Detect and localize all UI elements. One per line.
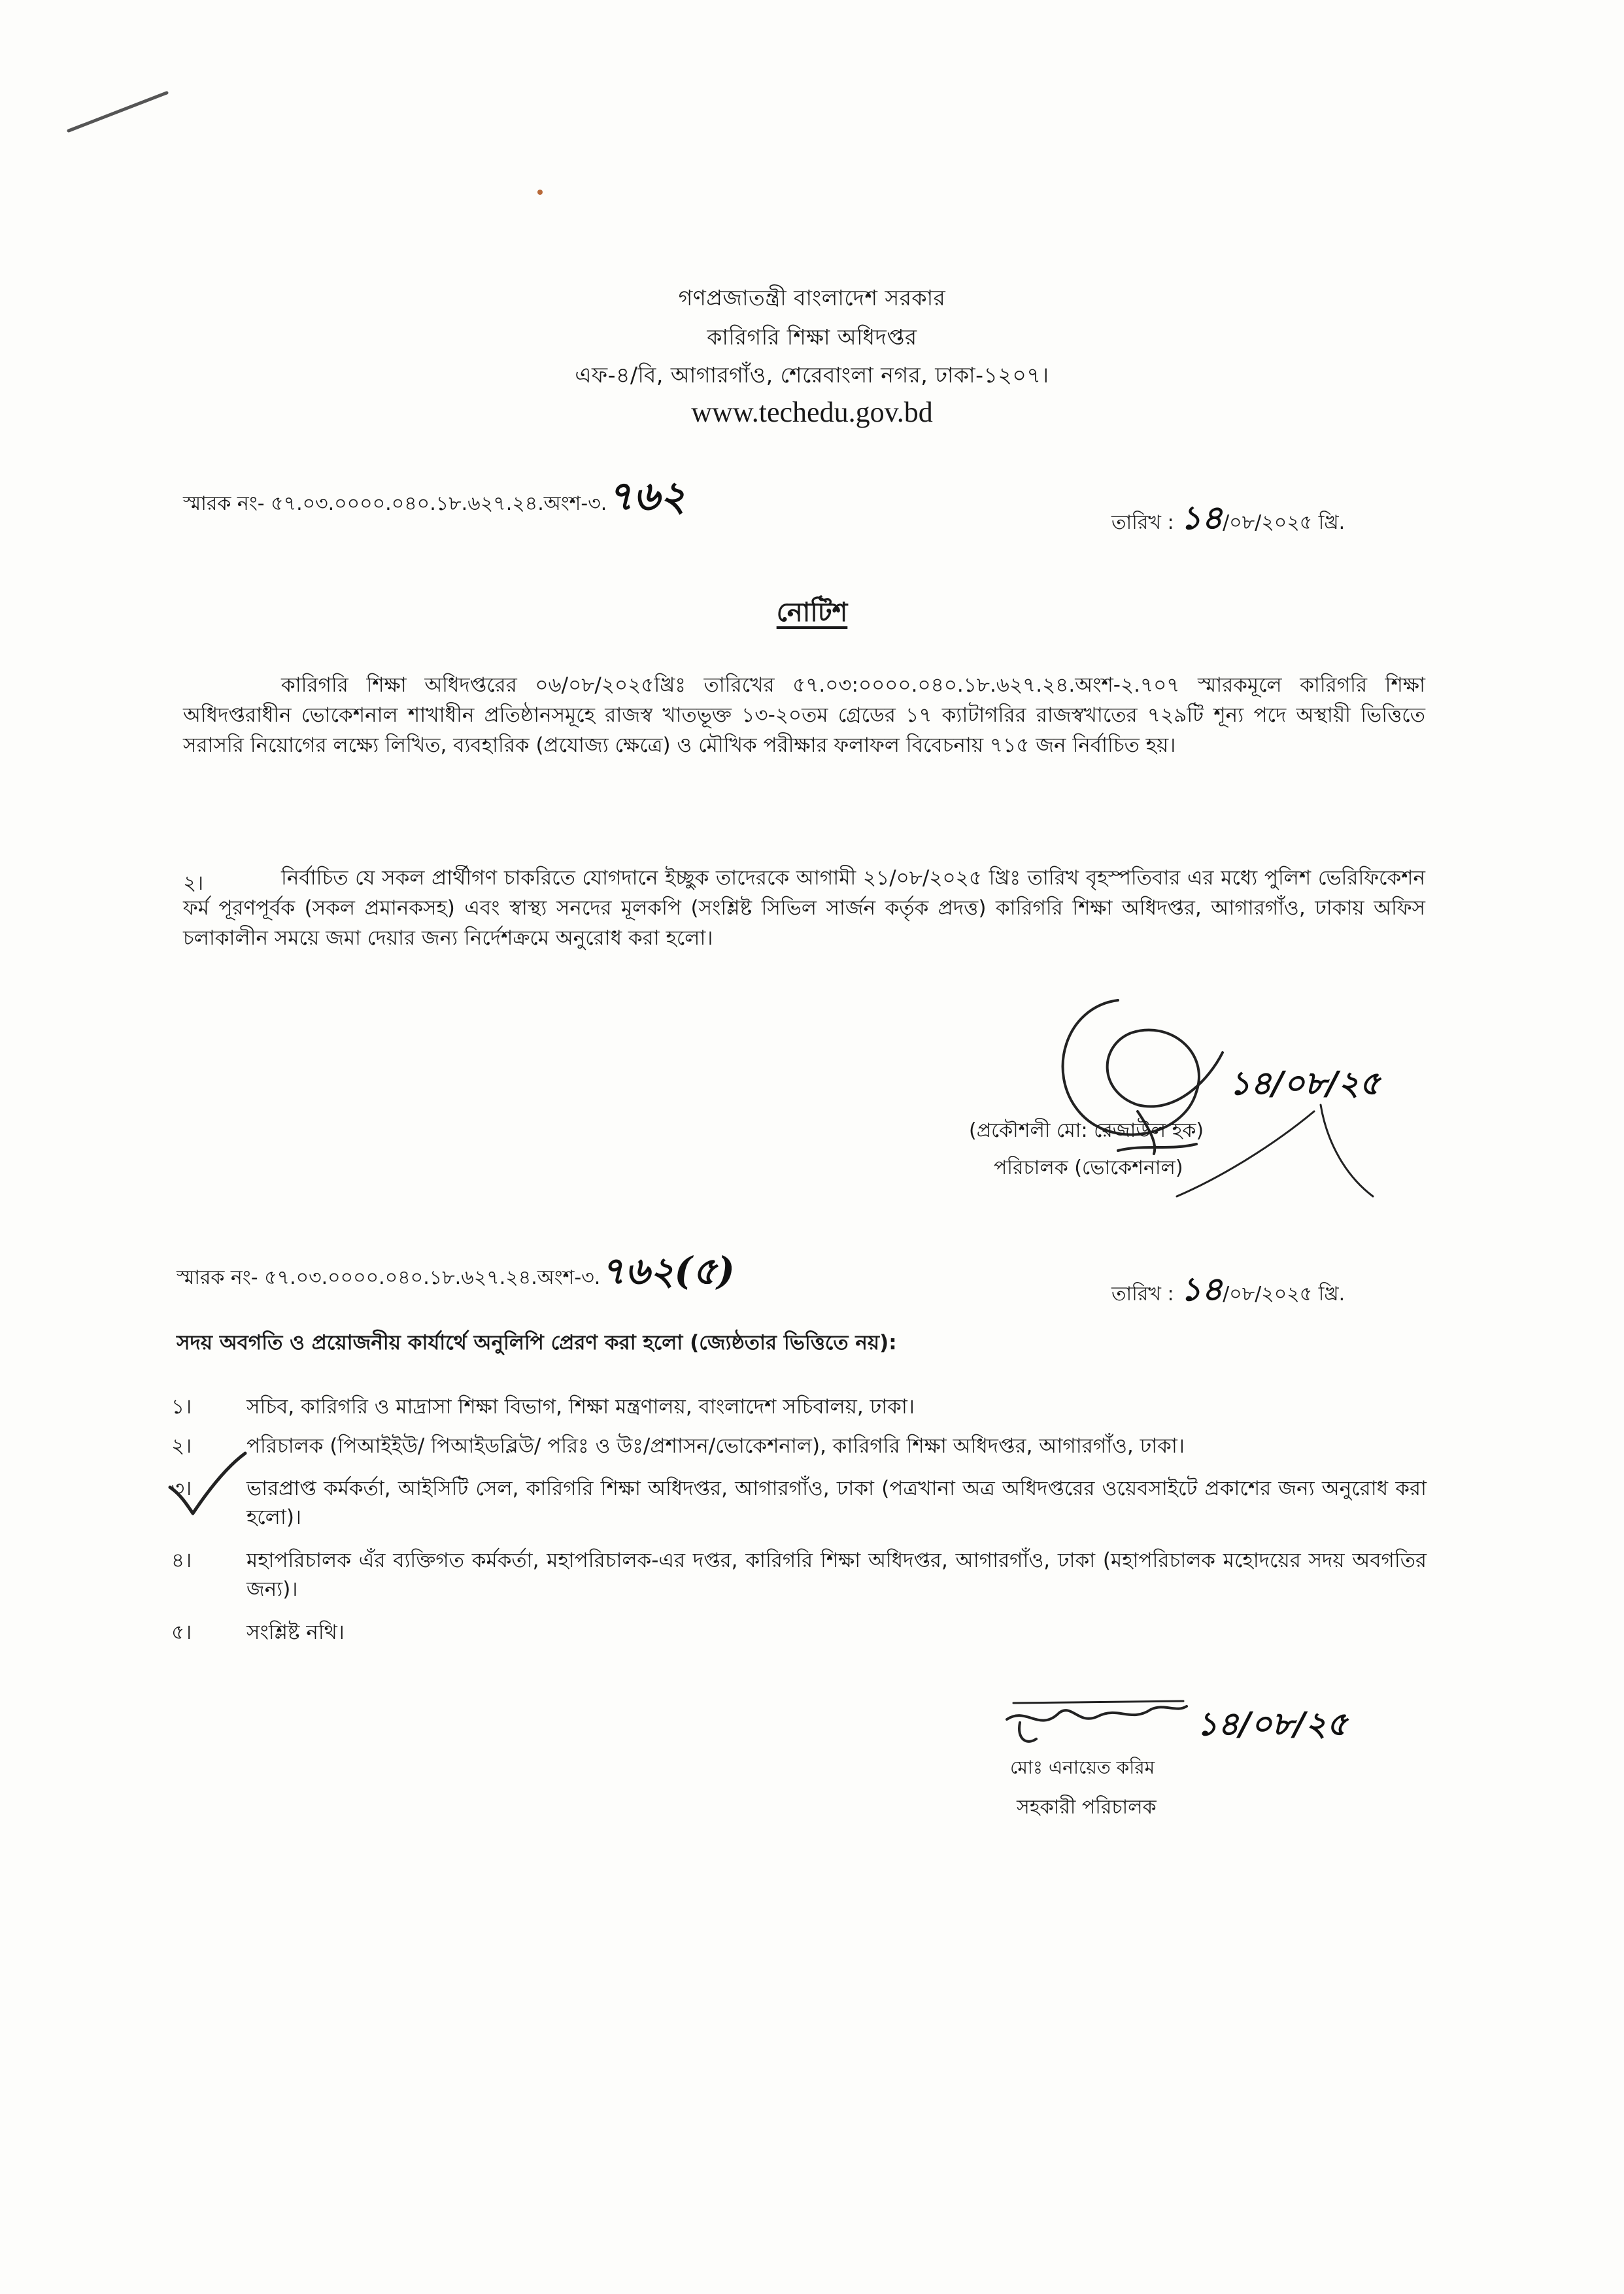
office-address: এফ-৪/বি, আগারগাঁও, শেরেবাংলা নগর, ঢাকা-১২০৭। (575, 362, 1049, 388)
notice-title: নোটিশ (776, 598, 848, 628)
date-handwritten-day: ১৪ (1180, 1270, 1223, 1308)
list-item (171, 1618, 1427, 1647)
memo-label: স্মারক নং- ৫৭.০৩.০০০০.০৪০.১৮.৬২৭.২৪.অংশ-৩. (183, 492, 607, 515)
list-item (171, 1474, 1427, 1532)
list-number: ৩। (171, 1477, 192, 1500)
government-name: গণপ্রজাতন্ত্রী বাংলাদেশ সরকার (678, 285, 946, 311)
list-number: ২। (171, 1434, 192, 1458)
list-item (171, 1546, 1427, 1604)
pen-mark (62, 85, 173, 137)
list-text: সচিব, কারিগরি ও মাদ্রাসা শিক্ষা বিভাগ, শিক্ষা মন্ত্রণালয়, বাংলাদেশ সচিবালয়, ঢাকা। (246, 1395, 915, 1419)
ink-dot (537, 190, 543, 195)
memo-handwritten-number: ৭৬২(৫) (600, 1249, 735, 1293)
list-text: সংশ্লিষ্ট নথি। (246, 1621, 345, 1644)
list-number: ৪। (171, 1549, 192, 1572)
signatory-1-name: (প্রকৌশলী মো: রেজাউল হক) (969, 1119, 1204, 1142)
memo-number-2 (177, 1242, 735, 1306)
paragraph-2-number: ২। (183, 871, 204, 895)
distribution-heading: সদয় অবগতি ও প্রয়োজনীয় কার্যার্থে অনুলিপি প্রেরণ করা হলো (জ্যেষ্ঠতার ভিত্তিতে নয়): (177, 1331, 897, 1355)
date-label: তারিখ : (1111, 1283, 1181, 1306)
signatory-1-designation: পরিচালক (ভোকেশনাল) (994, 1156, 1183, 1179)
memo-date-2 (1111, 1265, 1345, 1319)
memo-label: স্মারক নং- ৫৭.০৩.০০০০.০৪০.১৮.৬২৭.২৪.অংশ-৩. (177, 1266, 601, 1289)
list-item (171, 1432, 1427, 1460)
signature-2-scribble (1000, 1693, 1190, 1752)
check-mark-icon (160, 1448, 252, 1520)
date-rest: /০৮/২০২৫ খ্রি. (1223, 511, 1345, 534)
date-label: তারিখ : (1111, 511, 1181, 534)
list-number: ৫। (171, 1621, 192, 1644)
list-item (171, 1392, 1427, 1421)
date-rest: /০৮/২০২৫ খ্রি. (1223, 1283, 1345, 1306)
list-text: মহাপরিচালক এঁর ব্যক্তিগত কর্মকর্তা, মহাপরিচালক-এর দপ্তর, কারিগরি শিক্ষা অধিদপ্তর, আগারগাঁও, ঢাকা (মহাপরিচালক মহোদয়ের সদয় অবগতির জন্য)। (246, 1549, 1427, 1601)
list-number: ১। (171, 1395, 192, 1419)
memo-date-1 (1111, 494, 1345, 548)
signature-2-date: ১৪/০৮/২৫ (1196, 1704, 1348, 1743)
signature-1-date: ১৪/০৮/২৫ (1229, 1064, 1381, 1102)
memo-handwritten-number: ৭৬২ (607, 472, 686, 520)
list-text: ভারপ্রাপ্ত কর্মকর্তা, আইসিটি সেল, কারিগরি শিক্ষা অধিদপ্তর, আগারগাঁও, ঢাকা (পত্রখানা অত্র অধিদপ্তরের ওয়েবসাইটে প্রকাশের জন্য অনুরোধ করা হলো)। (246, 1477, 1427, 1529)
memo-number-1 (183, 465, 686, 533)
date-handwritten-day: ১৪ (1180, 498, 1223, 537)
list-text: পরিচালক (পিআইইউ/ পিআইডব্লিউ/ পরিঃ ও উঃ/প্রশাসন/ভোকেশনাল), কারিগরি শিক্ষা অধিদপ্তর, আগারগাঁও, ঢাকা। (246, 1434, 1185, 1458)
notice-paragraph-2: নির্বাচিত যে সকল প্রার্থীগণ চাকরিতে যোগদানে ইচ্ছুক তাদেরকে আগামী ২১/০৮/২০২৫ খ্রিঃ তারিখ বৃহস্পতিবার এর মধ্যে পুলিশ ভেরিফিকেশন ফর্ম পূরণপূর্বক (সকল প্রমানকসহ) এবং স্বাস্থ্য সনদের মূলকপি (সংশ্লিষ্ট সিভিল সার্জন কর্তৃক প্রদত্ত) কারিগরি শিক্ষা অধিদপ্তর, আগারগাঁও, ঢাকায় অফিস চলাকালীন সময়ে জমা দেয়ার জন্য নির্দেশক্রমে অনুরোধ করা হলো। (183, 866, 1425, 950)
signatory-2-name: মোঃ এনায়েত করিম (1010, 1757, 1155, 1778)
website-link[interactable]: www.techedu.gov.bd (691, 396, 933, 428)
signatory-2-designation: সহকারী পরিচালক (1017, 1796, 1157, 1819)
notice-paragraph-1: কারিগরি শিক্ষা অধিদপ্তরের ০৬/০৮/২০২৫খ্রিঃ তারিখের ৫৭.০৩:০০০০.০৪০.১৮.৬২৭.২৪.অংশ-২.৭০৭ স্মারকমূলে কারিগরি শিক্ষা অধিদপ্তরাধীন ভোকেশনাল শাখাধীন প্রতিষ্ঠানসমূহে রাজস্ব খাতভূক্ত ১৩-২০তম গ্রেডের ১৭ ক্যাটাগরির রাজস্বখাতের ৭২৯টি শূন্য পদে অস্থায়ী ভিত্তিতে সরাসরি নিয়োগের লক্ষ্যে লিখিত, ব্যবহারিক (প্রযোজ্য ক্ষেত্রে) ও মৌখিক পরীক্ষার ফলাফল বিবেচনায় ৭১৫ জন নির্বাচিত হয়। (183, 673, 1425, 757)
office-name: কারিগরি শিক্ষা অধিদপ্তর (707, 324, 917, 350)
